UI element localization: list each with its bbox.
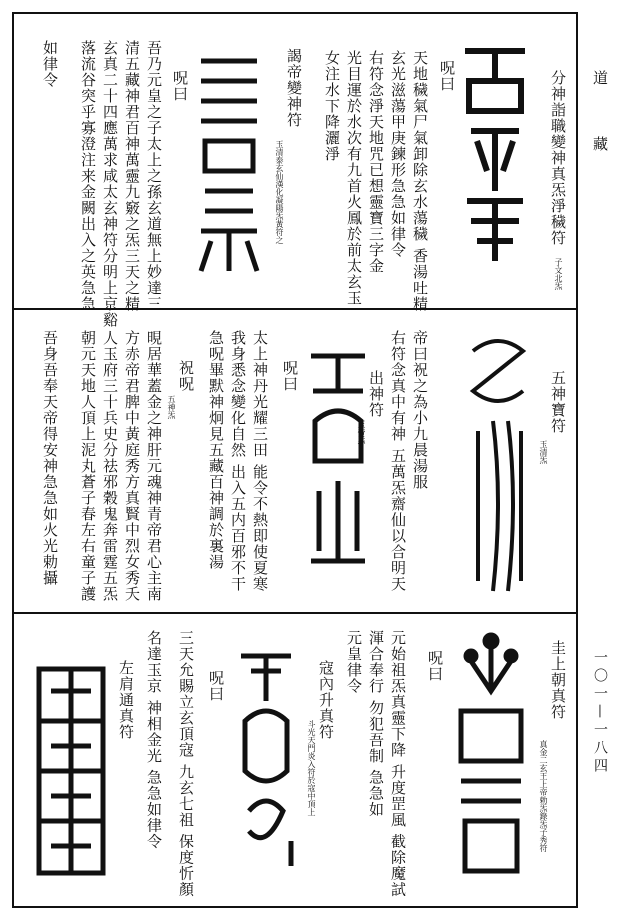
s2-col-3: 右符念真中有神 五萬炁齋仙以合明天 — [389, 330, 407, 592]
s3-col-7: 名達玉京 神相金光 急急如律令 — [145, 630, 163, 850]
s1-col-11: 落流谷突乎寡澄注来金闕出入之英急急 — [79, 40, 97, 312]
margin-title: 道 藏 — [591, 70, 609, 169]
s2-col-7: 急呪畢默神炯見五藏百神調於裏湯 — [207, 330, 225, 570]
s1-col-2: 天地穢氣尸氣卸除玄水蕩穢 香湯吐精 — [411, 50, 429, 312]
s2-col-8: 晛居華蓋金之神肝元魂神青帝君心主南 — [145, 330, 163, 602]
talisman-court — [450, 630, 532, 882]
s2-note-3: 五神炁 — [167, 395, 176, 419]
s1-col-3: 玄光滋蕩甲庚鍊形急急如律令 — [389, 50, 407, 258]
s2-col-2: 帝曰祝之為小九晨湯服 — [411, 330, 429, 490]
s1-zhou-label-2: 呪曰 — [171, 70, 189, 102]
s2-col-4: 出神符 — [367, 370, 385, 418]
s2-col-6: 我身悉念變化自然 出入五内百邪不干 — [229, 330, 247, 592]
s2-col-10: 人玉府三十兵史分祛邪穀鬼奔雷霆五炁 — [101, 330, 119, 602]
s3-zhou-label: 呪曰 — [426, 650, 444, 682]
s2-col-12: 吾身吾奉天帝得安神急急如火光勅攝 — [41, 330, 59, 586]
s2-note-1: 玉清炁 — [539, 440, 548, 464]
s3-col-2: 元始祖炁真靈下降 升度罡風 截除魔試 — [389, 630, 407, 898]
s1-col-12: 如律令 — [41, 40, 59, 88]
s1-col-8: 吾乃元皇之子太上之孫玄道無上妙達三 — [145, 40, 163, 312]
s1-zhou-label: 呪曰 — [438, 60, 456, 92]
talisman-purify — [456, 40, 534, 272]
s3-col-5: 寇內升真符 — [317, 660, 335, 740]
s2-col-1: 五神寶符 — [549, 370, 567, 434]
s1-note-2: 玉清泰玄仙漢化凝陽炁黃符之 — [275, 140, 284, 244]
s1-col-9: 清五藏神君百神萬靈九竅之炁三天之精 — [123, 40, 141, 312]
s2-zhou-label: 呪曰 — [281, 360, 299, 392]
talisman-shoulder — [30, 660, 112, 882]
s1-col-5: 光目運於水次有九首火鳳於前太玄玉 — [345, 50, 363, 306]
s3-col-6: 三天允賜立玄頂寇 九玄七祖 保度忻顏 — [177, 630, 195, 898]
s1-col-4: 右符念淨天地咒已想靈寶三字金 — [367, 50, 385, 274]
s3-col-1: 圭上朝真符 — [549, 640, 567, 720]
margin-page-number: 一〇一—一八四 — [592, 650, 608, 776]
s1-note-1: 子文北炁 — [554, 258, 563, 290]
talisman-audience — [190, 40, 268, 282]
s3-note-2: 斗光天門炎入符於寇中頂上 — [307, 720, 316, 816]
s2-col-11: 朝元天地人頂上泥丸蒼子春左右童子護 — [79, 330, 97, 602]
talisman-out-spirit — [300, 340, 376, 572]
talisman-five-spirits — [462, 330, 534, 602]
s1-col-7: 謁帝變神符 — [285, 48, 303, 128]
s1-col-10: 玄真二十四應萬求咸太玄神符分明上京谿 — [101, 40, 119, 328]
s2-zhou-label-2: 祝呪 — [177, 360, 195, 392]
s3-zhou-label-2: 呪曰 — [207, 670, 225, 702]
s1-col-1: 分神詣職變神真炁淨穢符 — [549, 70, 567, 246]
s3-note-1: 真金二玄王上帝勅炁錄炁子秀符 — [539, 740, 548, 852]
s2-col-5: 太上神丹光耀三田 能令不熱即使夏寒 — [251, 330, 269, 592]
section-divider-2 — [12, 612, 578, 614]
s2-col-9: 方赤帝君脾中黃庭秀方真賢中烈女秀夭 — [123, 330, 141, 602]
talisman-crown — [230, 640, 302, 872]
s3-col-4: 元皇律令 — [345, 630, 363, 694]
s2-note-2: 玉帝炁 — [357, 420, 366, 444]
s3-col-8: 左肩通真符 — [117, 660, 135, 740]
s3-col-3: 渾合奉行 勿犯吾制 急急如 — [367, 630, 385, 818]
s1-col-6: 女注水下降灑淨 — [323, 50, 341, 162]
